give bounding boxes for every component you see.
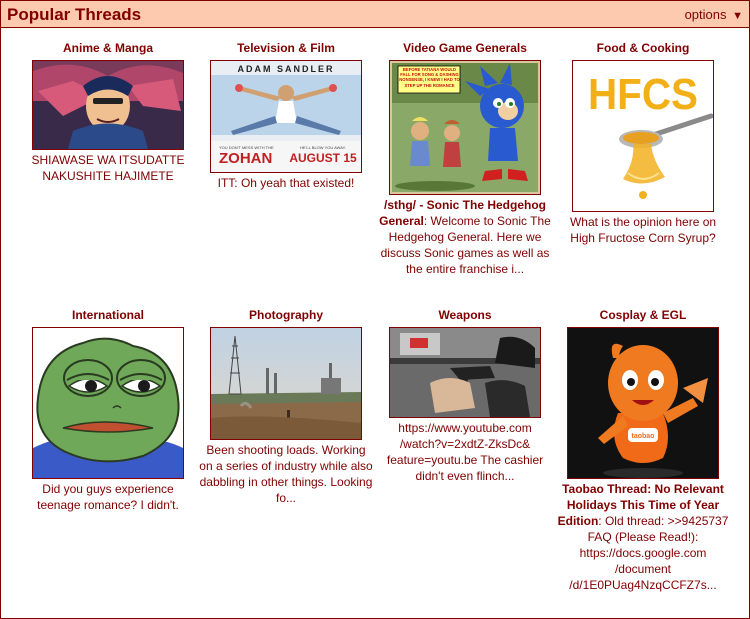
thread-excerpt-cosplay: : Old thread: >>9425737 FAQ (Please Read!): https://docs.google.com /document /d/1E0PUag4NzqCCFZ7s... bbox=[569, 514, 729, 592]
thread-card-vg bbox=[376, 40, 554, 277]
board-link-tv[interactable]: Television & Film bbox=[237, 41, 335, 55]
popular-threads-header bbox=[1, 1, 749, 28]
industrial-landscape-image bbox=[211, 328, 361, 439]
thread-subject-cosplay: Taobao Thread: No Relevant Holidays This Time of Year Edition bbox=[557, 482, 724, 528]
options-label: options bbox=[684, 7, 727, 22]
poster-actor: ADAM SANDLER bbox=[237, 64, 335, 74]
taobao-mascot-image bbox=[568, 328, 718, 478]
comic-caption: BEFORE TATIANA WOULD FALL FOR SONG & DASHING NONSENSE, I KNEW I HAD TO STEP UP THE ROMANCE bbox=[399, 67, 460, 88]
handgun-counter-image bbox=[390, 328, 540, 417]
thread-card-weapons bbox=[376, 307, 554, 484]
thread-thumbnail-food[interactable] bbox=[572, 60, 714, 212]
thread-thumbnail-cosplay[interactable] bbox=[567, 327, 719, 479]
thread-teaser-int: Did you guys experience teenage romance? I didn't. bbox=[37, 482, 179, 512]
sad-frog-image bbox=[33, 328, 183, 478]
board-link-int[interactable]: International bbox=[71, 308, 144, 322]
hfcs-spoon-image bbox=[573, 61, 713, 211]
threads-grid bbox=[1, 29, 749, 618]
board-link-food[interactable]: Food & Cooking bbox=[596, 41, 690, 55]
thread-card-tv bbox=[197, 40, 375, 191]
mascot-text: taobao bbox=[631, 433, 655, 440]
thread-thumbnail-anime[interactable] bbox=[32, 60, 184, 150]
thread-card-food bbox=[554, 40, 732, 246]
thread-teaser-food: What is the opinion here on High Fructose Corn Syrup? bbox=[569, 215, 717, 245]
board-link-weapons[interactable]: Weapons bbox=[438, 308, 492, 322]
poster-tagline-left: YOU DON'T MESS WITH THE bbox=[219, 145, 274, 150]
thread-teaser-weapons: https://www.youtube.com /watch?v=2xdtZ-ZksDc& feature=youtu.be The cashier didn't even flinch... bbox=[386, 421, 544, 483]
thread-teaser-tv: ITT: Oh yeah that existed! bbox=[217, 176, 355, 190]
thread-thumbnail-tv[interactable] bbox=[210, 60, 362, 173]
thread-thumbnail-vg[interactable] bbox=[389, 60, 541, 195]
thread-teaser-cosplay bbox=[554, 481, 732, 593]
thread-thumbnail-photo[interactable] bbox=[210, 327, 362, 440]
board-link-anime[interactable]: Anime & Manga bbox=[62, 41, 153, 55]
thread-card-cosplay bbox=[554, 307, 732, 593]
sonic-comic-image bbox=[390, 61, 540, 194]
board-link-cosplay[interactable]: Cosplay & EGL bbox=[599, 308, 687, 322]
thread-excerpt-vg: : Welcome to Sonic The Hedgehog General. Here we discuss Sonic games as well as the entire franchise i... bbox=[380, 214, 551, 276]
thread-thumbnail-int[interactable] bbox=[32, 327, 184, 479]
board-link-photo[interactable]: Photography bbox=[249, 308, 323, 322]
hfcs-text: HFCS bbox=[588, 70, 698, 119]
thread-teaser-photo: Been shooting loads. Working on a series of industry while also dabbling in other things. Looking fo... bbox=[199, 443, 373, 505]
thread-card-int bbox=[19, 307, 197, 513]
thread-teaser-anime: SHIAWASE WA ITSUDATTE NAKUSHITE HAJIMETE bbox=[31, 153, 185, 183]
options-menu[interactable] bbox=[685, 7, 743, 22]
poster-tagline-right: HE'LL BLOW YOU AWAY. bbox=[300, 145, 346, 150]
caret-down-icon: ▼ bbox=[732, 10, 743, 22]
thread-teaser-vg bbox=[376, 197, 554, 277]
thread-subject-vg: /sthg/ - Sonic The Hedgehog General bbox=[379, 198, 546, 228]
board-link-vg[interactable]: Video Game Generals bbox=[403, 41, 527, 55]
thread-thumbnail-weapons[interactable] bbox=[389, 327, 541, 418]
box-title: Popular Threads bbox=[7, 5, 142, 24]
zohan-poster-image bbox=[211, 61, 361, 172]
anime-character-image bbox=[33, 61, 183, 149]
poster-film: ZOHAN bbox=[219, 150, 273, 167]
poster-date: AUGUST 15 bbox=[289, 151, 357, 165]
thread-card-anime bbox=[19, 40, 197, 184]
thread-card-photo bbox=[197, 307, 375, 506]
